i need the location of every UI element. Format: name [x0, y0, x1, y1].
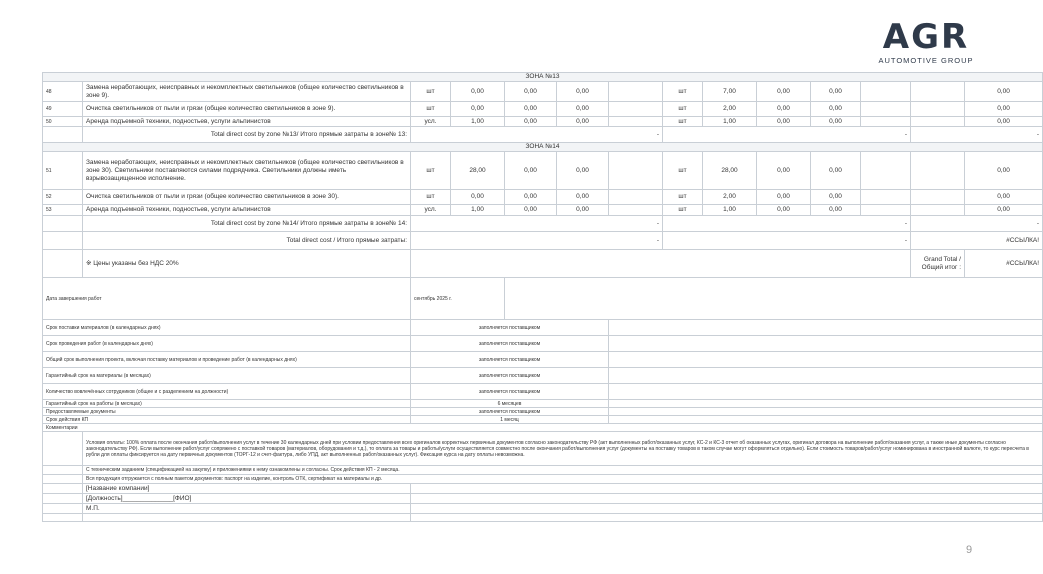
row-number: 52	[43, 190, 83, 205]
row-unit: шт	[663, 205, 703, 216]
grand-total-label: Grand Total / Общий итог :	[911, 250, 965, 278]
completion-label: Дата завершения работ	[43, 278, 411, 320]
direct-total-row	[43, 232, 1043, 250]
info-label: Гарантийный срок на материалы (в месяцах)	[43, 368, 411, 384]
estimate-table	[42, 72, 1043, 522]
empty-cell	[411, 484, 1043, 494]
grand-total-row	[43, 250, 1043, 278]
company-placeholder: [Название компании]	[83, 484, 411, 494]
row-value: 0,00	[557, 102, 609, 117]
empty-cell	[411, 250, 911, 278]
empty-cell	[911, 152, 965, 190]
row-value: 0,00	[757, 205, 811, 216]
row-value: 28,00	[703, 152, 757, 190]
zone13-total-value: -	[411, 127, 663, 143]
row-value: 0,00	[965, 205, 1043, 216]
empty-cell	[609, 190, 663, 205]
empty-cell	[43, 232, 83, 250]
validity-value: 1 месяц	[411, 416, 609, 424]
row-unit: шт	[411, 152, 451, 190]
completion-value: сентябрь 2025 г.	[411, 278, 505, 320]
row-value: 2,00	[703, 102, 757, 117]
empty-cell	[609, 152, 663, 190]
empty-cell	[43, 514, 83, 522]
delivery-note: Вся продукция отгружается с полным пакетом документов: паспорт на изделие, контроль ОТК, сертификат на материалы и др.	[83, 475, 1043, 484]
row-number: 49	[43, 102, 83, 117]
zone13-total-value: -	[663, 127, 911, 143]
row-unit: усл.	[411, 117, 451, 127]
info-row	[43, 336, 1043, 352]
row-value: 1,00	[451, 117, 505, 127]
zone-total-row	[43, 127, 1043, 143]
direct-total-ref: #ССЫЛКА!	[911, 232, 1043, 250]
empty-cell	[861, 102, 911, 117]
info-value: заполняется поставщиком	[411, 384, 609, 400]
zone14-total-value: -	[911, 216, 1043, 232]
signature-row	[43, 494, 1043, 504]
empty-cell	[861, 205, 911, 216]
warranty-label: Гарантийный срок на работы (в месяцах)	[43, 400, 411, 408]
row-value: 0,00	[451, 82, 505, 102]
empty-cell	[43, 466, 83, 475]
row-value: 0,00	[505, 102, 557, 117]
row-value: 0,00	[557, 205, 609, 216]
empty-cell	[609, 82, 663, 102]
empty-cell	[609, 336, 1043, 352]
row-value: 0,00	[505, 82, 557, 102]
info-value: заполняется поставщиком	[411, 368, 609, 384]
signature-row	[43, 484, 1043, 494]
row-value: 0,00	[505, 205, 557, 216]
row-value: 0,00	[505, 117, 557, 127]
note-row	[43, 466, 1043, 475]
row-number: 50	[43, 117, 83, 127]
empty-cell	[609, 400, 1043, 408]
payment-terms: Условия оплаты: 100% оплата после окончания работ/выполнения услуг в течение 30 календарных дней при условии предоставления всех оригиналов корректных первичных документов согласно законодательству РФ (акт выполненных работ/оказанных услуг, КС-2 и КС-3 отчет об оказанных услугах, оригинал договора на выполнение работ/оказания услуг, а также иные документы согласно законодательству РФ). Если выполнение работ/услуг сопряжено с поставкой товаров (материалов, оборудования и т.д.), то оплата за товары и работы/услуги осуществляется совместно после окончания работ/выполнения услуг (документы на поставку товаров в таком случае могут оформляться отдельно). Если стоимость товаров/работ/услуг номинирована в иностранной валюте, то курс пересчета в рубли для оплаты фиксируется на дату первичных документов (ТОРГ-12 и счет-фактура, либо УПД, акт выполненных работ/оказанных услуг). Фиксация курса на дату оплаты невозможна.	[83, 432, 1043, 466]
row-value: 0,00	[811, 82, 861, 102]
row-value: 0,00	[965, 102, 1043, 117]
info-row	[43, 352, 1043, 368]
info-row	[43, 416, 1043, 424]
row-value: 0,00	[757, 117, 811, 127]
empty-cell	[43, 504, 83, 514]
row-value: 2,00	[703, 190, 757, 205]
vat-note: ※ Цены указаны без НДС 20%	[83, 250, 411, 278]
row-value: 0,00	[811, 205, 861, 216]
info-row	[43, 400, 1043, 408]
row-description: Замена неработающих, неисправных и некомплектных светильников (общее количество светильников в зоне 9).	[83, 82, 411, 102]
row-description: Замена неработающих, неисправных и некомплектных светильников (общее количество светильников в зоне 30). Светильники поставляются силами подрядчика. Светильники должны иметь взрывозащищенное исполнение.	[83, 152, 411, 190]
info-label: Общий срок выполнения проекта, включая поставку материалов и проведение работ (в календарных днях)	[43, 352, 411, 368]
row-number: 51	[43, 152, 83, 190]
empty-cell	[911, 117, 965, 127]
validity-label: Срок действия КП	[43, 416, 411, 424]
empty-cell	[83, 514, 411, 522]
table-row	[43, 117, 1043, 127]
empty-cell	[911, 205, 965, 216]
row-value: 0,00	[505, 152, 557, 190]
row-value: 0,00	[757, 152, 811, 190]
empty-cell	[609, 205, 663, 216]
estimate-sheet	[42, 72, 1040, 522]
table-row	[43, 205, 1043, 216]
empty-cell	[43, 432, 83, 466]
empty-cell	[609, 368, 1043, 384]
page-number: 9	[966, 544, 973, 556]
row-value: 0,00	[811, 152, 861, 190]
brand-tagline: AUTOMOTIVE GROUP	[878, 56, 974, 65]
row-unit: шт	[663, 82, 703, 102]
signature-row	[43, 504, 1043, 514]
empty-cell	[609, 408, 1043, 416]
comments-row	[43, 424, 1043, 432]
empty-cell	[861, 82, 911, 102]
direct-total-label: Total direct cost / Итого прямые затраты:	[83, 232, 411, 250]
agr-logo	[874, 17, 978, 65]
warranty-value: 6 месяцев	[411, 400, 609, 408]
direct-total-value: -	[411, 232, 663, 250]
empty-cell	[609, 102, 663, 117]
docs-label: Предоставляемые документы	[43, 408, 411, 416]
row-value: 1,00	[703, 205, 757, 216]
zone14-total-label: Total direct cost by zone №14/ Итого прямые затраты в зоне№ 14:	[83, 216, 411, 232]
row-description: Очистка светильников от пыли и грязи (общее количество светильников в зоне 30).	[83, 190, 411, 205]
row-value: 0,00	[757, 82, 811, 102]
empty-cell	[43, 216, 83, 232]
row-value: 28,00	[451, 152, 505, 190]
info-row	[43, 408, 1043, 416]
info-value: заполняется поставщиком	[411, 352, 609, 368]
empty-cell	[911, 190, 965, 205]
empty-cell	[861, 190, 911, 205]
table-row	[43, 152, 1043, 190]
empty-cell	[609, 352, 1043, 368]
info-label: Срок поставки материалов (в календарных днях)	[43, 320, 411, 336]
comments-label: Комментарии	[43, 424, 1043, 432]
completion-row	[43, 278, 1043, 320]
row-unit: усл.	[411, 205, 451, 216]
row-unit: шт	[663, 117, 703, 127]
zone14-total-value: -	[663, 216, 911, 232]
row-unit: шт	[411, 190, 451, 205]
empty-cell	[43, 127, 83, 143]
grand-total-ref: #ССЫЛКА!	[965, 250, 1043, 278]
row-unit: шт	[663, 190, 703, 205]
row-description: Аренда подъемной техники, подностьев, услуги альпинистов	[83, 205, 411, 216]
row-value: 0,00	[557, 152, 609, 190]
row-value: 0,00	[557, 190, 609, 205]
row-value: 0,00	[451, 102, 505, 117]
row-value: 0,00	[557, 82, 609, 102]
zone14-title: ЗОНА №14	[43, 143, 1043, 152]
empty-cell	[411, 504, 1043, 514]
table-row	[43, 190, 1043, 205]
row-unit: шт	[663, 152, 703, 190]
empty-cell	[43, 475, 83, 484]
row-value: 0,00	[965, 152, 1043, 190]
row-unit: шт	[663, 102, 703, 117]
row-value: 0,00	[757, 102, 811, 117]
brand-name: AGR	[882, 17, 970, 57]
zone-header-row	[43, 73, 1043, 82]
empty-cell	[43, 494, 83, 504]
row-value: 0,00	[965, 117, 1043, 127]
table-row	[43, 82, 1043, 102]
direct-total-value: -	[663, 232, 911, 250]
row-value: 0,00	[965, 190, 1043, 205]
info-label: Срок проведения работ (в календарных днях)	[43, 336, 411, 352]
info-value: заполняется поставщиком	[411, 320, 609, 336]
row-value: 0,00	[811, 117, 861, 127]
empty-cell	[861, 152, 911, 190]
empty-row	[43, 514, 1043, 522]
row-number: 53	[43, 205, 83, 216]
zone14-total-value: -	[411, 216, 663, 232]
empty-cell	[43, 484, 83, 494]
row-value: 0,00	[811, 102, 861, 117]
info-row	[43, 368, 1043, 384]
row-value: 7,00	[703, 82, 757, 102]
empty-cell	[609, 320, 1043, 336]
row-value: 0,00	[505, 190, 557, 205]
empty-cell	[609, 384, 1043, 400]
empty-cell	[911, 82, 965, 102]
tech-note: С техническим заданием (спецификацией на закупку) и приложениями к нему ознакомлены и согласны. Срок действия КП - 2 месяца.	[83, 466, 1043, 475]
empty-cell	[43, 250, 83, 278]
row-value: 0,00	[811, 190, 861, 205]
stamp-placeholder: М.П.	[83, 504, 411, 514]
info-value: заполняется поставщиком	[411, 336, 609, 352]
zone-total-row	[43, 216, 1043, 232]
zone13-total-value: -	[911, 127, 1043, 143]
table-row	[43, 102, 1043, 117]
row-description: Очистка светильников от пыли и грязи (общее количество светильников в зоне 9).	[83, 102, 411, 117]
row-value: 0,00	[451, 190, 505, 205]
empty-cell	[411, 514, 1043, 522]
row-value: 0,00	[965, 82, 1043, 102]
position-placeholder: [Должность]______________[ФИО]	[83, 494, 411, 504]
row-unit: шт	[411, 102, 451, 117]
row-value: 1,00	[703, 117, 757, 127]
empty-cell	[609, 416, 1043, 424]
zone-header-row	[43, 143, 1043, 152]
info-row	[43, 384, 1043, 400]
row-number: 48	[43, 82, 83, 102]
empty-cell	[505, 278, 1043, 320]
note-row	[43, 475, 1043, 484]
zone13-total-label: Total direct cost by zone №13/ Итого прямые затраты в зоне№ 13:	[83, 127, 411, 143]
empty-cell	[911, 102, 965, 117]
row-unit: шт	[411, 82, 451, 102]
row-description: Аренда подъемной техники, подностьев, услуги альпинистов	[83, 117, 411, 127]
docs-value: заполняется поставщиком	[411, 408, 609, 416]
empty-cell	[861, 117, 911, 127]
row-value: 0,00	[757, 190, 811, 205]
row-value: 1,00	[451, 205, 505, 216]
zone13-title: ЗОНА №13	[43, 73, 1043, 82]
terms-row	[43, 432, 1043, 466]
empty-cell	[609, 117, 663, 127]
info-row	[43, 320, 1043, 336]
info-label: Количество вовлечённых сотрудников (общее и с разделением на должности)	[43, 384, 411, 400]
empty-cell	[411, 494, 1043, 504]
row-value: 0,00	[557, 117, 609, 127]
